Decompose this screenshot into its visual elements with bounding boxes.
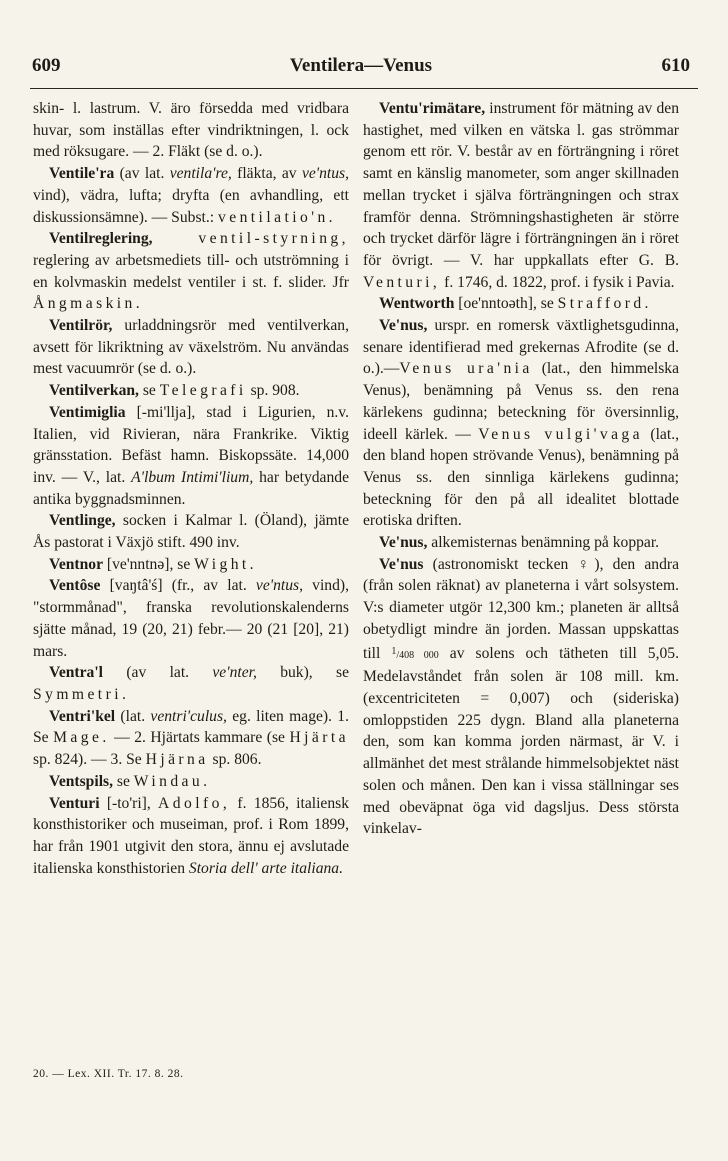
entry-ventspils: Ventspils, se Windau. (49, 772, 211, 790)
fraction-denominator: /408 000 (396, 649, 439, 661)
running-title: Ventilera—Venus (289, 55, 433, 76)
printer-signature: 20. — Lex. XII. Tr. 17. 8. 28. (33, 1068, 184, 1080)
entry-ventral: Ventra'l (av lat. ve'nter, buk), se Symmetri. (33, 664, 349, 703)
entry-continuation: skin- l. lastrum. V. äro försedda med vridbara huvar, som inställas efter vindriktningen, l. ock med röksugare. — 2. Fläkt (se d. o.). (33, 100, 349, 161)
entry-ventilror: Ventilrör, urladdningsrör med ventilverkan, avsett för likriktning av växelström. Nu användas mest vacuumrör (se d. o.). (33, 317, 349, 378)
entry-venturi: Venturi [-to'ri], Adolfo, f. 1856, italiensk konsthistoriker och museiman, prof. i Rom 1899, har från 1901 utgivit den stora, ännu ej avslutade italienska konsthistorien Storia dell' arte italiana. (33, 794, 349, 877)
page-number-right: 610 (661, 55, 690, 76)
left-column (33, 98, 349, 879)
entry-ventilverkan: Ventilverkan, se Telegrafi sp. 908. (49, 382, 300, 400)
entry-ventlinge: Ventlinge, socken i Kalmar l. (Öland), jämte Ås pastorat i Växjö stift. 490 inv. (33, 512, 349, 552)
entry-ventimiglia: Ventimiglia [-mi'llja], stad i Ligurien, n.v. Italien, vid Rivieran, nära Frankrike. Viktig gränsstation. Befäst hamn. Biskopssäte. 14,000 inv. — V., lat. A'lbum Intimi'lium, har betydande antika byggnadsminnen. (33, 403, 349, 508)
entry-venus-planet: Ve'nus (astronomiskt tecken ♀), den andra (från solen räknat) av planeterna i vårt solsystem. V:s diameter utgör 12,300 km.; planeten är alltså obetydligt mindre än jorden. Massan uppskattas till $^1$/408 000 av solens och tätheten till 5,05. Medelavståndet från solen är 108 mill. km. (excentriciteten = 0,007) och (sideriska) omloppstiden 225 dygn. Bland alla planeterna den, som kan komma jorden närmast, är V. i allmänhet det mest strålande himmelsobjektet näst solen och månen. Den kan i vissa ställningar ses med obeväpnat öga vid dagsljus. Dess största vinkelav- (363, 555, 679, 838)
page-number-left: 609 (32, 55, 61, 76)
entry-venus-goddess: Ve'nus, urspr. en romersk växtlighetsgudinna, senare identifierad med grekernas Afrodite (se d. o.).—Venus ura'nia (lat., den himmelska Venus), benämning på Venus ss. den rena kärlekens gudinna; beteckning för översinnlig, ideell kärlek. — Venus vulgi'vaga (lat., den bland hopen strövande Venus), benämning på Venus ss. den sinnliga kärlekens gudinna; beteckning för den på all idealitet blottade erotiska driften. (363, 317, 679, 530)
entry-venturimatare: Ventu'rimätare, instrument för mätning av den hastighet, med vilken en vätska l. gas strömmar genom ett rör. V. består av en förträngning i röret samt en känslig manometer, som anger skillnaden mellan trycket i själva förträngningen och strax framför denna. Strömningshastigheten är större och trycket därför lägre i förträngningen än i röret för övrigt. — V. har uppkallats efter G. B. Venturi, f. 1746, d. 1822, prof. i fysik i Pavia. (363, 100, 679, 291)
entry-ventnor: Ventnor [ve'nntnə], se Wight. (49, 555, 258, 573)
running-header (32, 55, 690, 85)
header-rule (30, 88, 698, 89)
entry-ventrikel: Ventri'kel (lat. ventri'culus, eg. liten mage). 1. Se Mage. — 2. Hjärtats kammare (se Hjärta sp. 824). — 3. Se Hjärna sp. 806. (33, 707, 349, 769)
entry-ventilera: Ventile'ra (av lat. ventila're, fläkta, av ve'ntus, vind), vädra, lufta; dryfta (en avhandling, ett diskussionsämne). — Subst.: ventilatio'n. (33, 165, 350, 226)
right-column (363, 98, 679, 840)
entry-ventilreglering: Ventilreglering, ventil-styrning, reglering av arbetsmediets till- och utströmning i en kolvmaskin medelst ventiler i st. f. slider. Jfr Ångmaskin. (33, 230, 349, 313)
entry-ventose: Ventôse [vaŋtâ'ś] (fr., av lat. ve'ntus, vind), "stormmånad", franska revolutionskalenderns sjätte månad, 19 (20, 21) febr.— 20 (21 [20], 21) mars. (33, 577, 349, 660)
entry-venus-alchemy: Ve'nus, alkemisternas benämning på koppar. (379, 534, 660, 552)
fraction-numerator: 1 (391, 645, 397, 657)
entry-wentworth: Wentworth [oe'nntoəth], se Strafford. (379, 295, 652, 313)
